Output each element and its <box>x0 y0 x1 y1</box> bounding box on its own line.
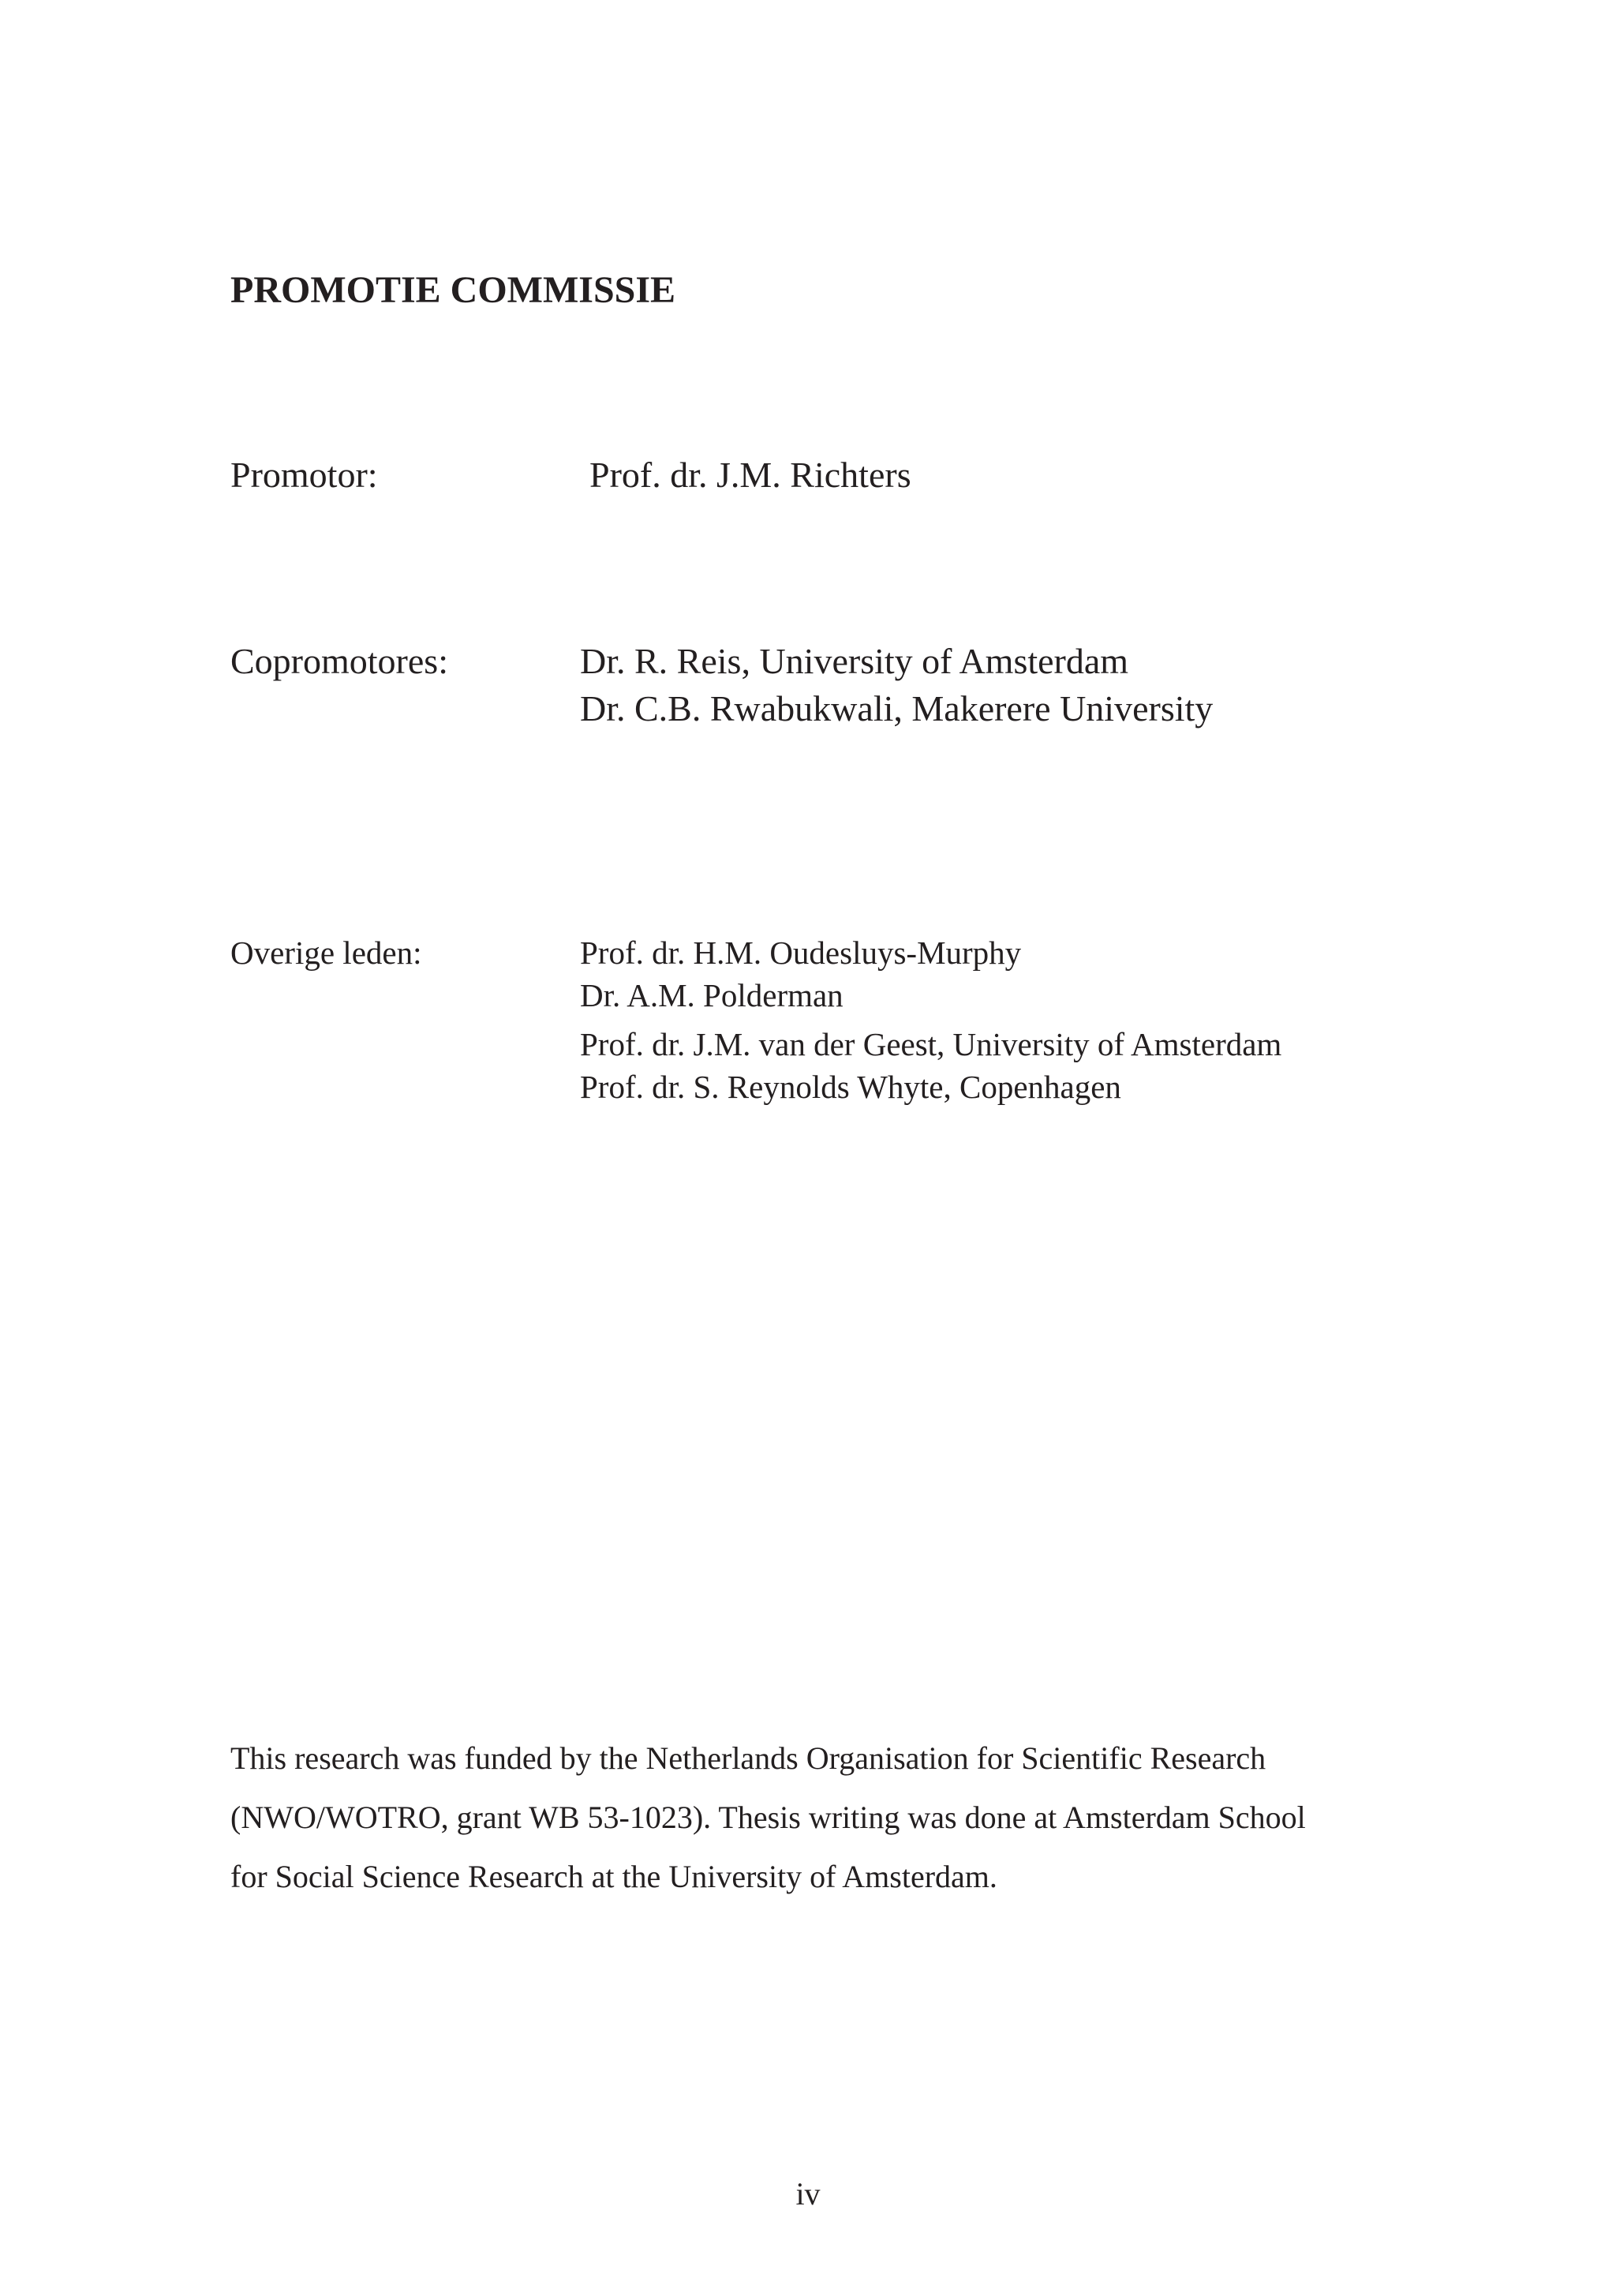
promotor-label: Promotor: <box>230 455 378 495</box>
committee-member-name: Prof. dr. S. Reynolds Whyte, Copenhagen <box>580 1069 1121 1105</box>
overige-leden-list <box>580 931 1281 1108</box>
copromotor-name: Dr. C.B. Rwabukwali, Makerere University <box>580 688 1214 729</box>
copromotores-label: Copromotores: <box>230 641 448 681</box>
promotor-list <box>589 450 911 500</box>
funding-line: for Social Science Research at the University of Amsterdam. <box>230 1859 997 1894</box>
promotor-name: Prof. dr. J.M. Richters <box>589 455 911 495</box>
copromotores-list <box>580 638 1213 732</box>
page-title: PROMOTIE COMMISSIE <box>230 269 676 311</box>
overige-leden-label: Overige leden: <box>230 935 422 971</box>
copromotor-name: Dr. R. Reis, University of Amsterdam <box>580 641 1129 681</box>
funding-line: (NWO/WOTRO, grant WB 53-1023). Thesis writing was done at Amsterdam School <box>230 1800 1306 1835</box>
funding-line: This research was funded by the Netherlands Organisation for Scientific Research <box>230 1740 1266 1776</box>
page-number: iv <box>795 2176 821 2212</box>
committee-member-name: Dr. A.M. Polderman <box>580 977 844 1013</box>
funding-statement <box>230 1729 1430 1906</box>
committee-member-name: Prof. dr. J.M. van der Geest, University of Amsterdam <box>580 1026 1282 1062</box>
committee-member-name: Prof. dr. H.M. Oudesluys-Murphy <box>580 935 1022 971</box>
